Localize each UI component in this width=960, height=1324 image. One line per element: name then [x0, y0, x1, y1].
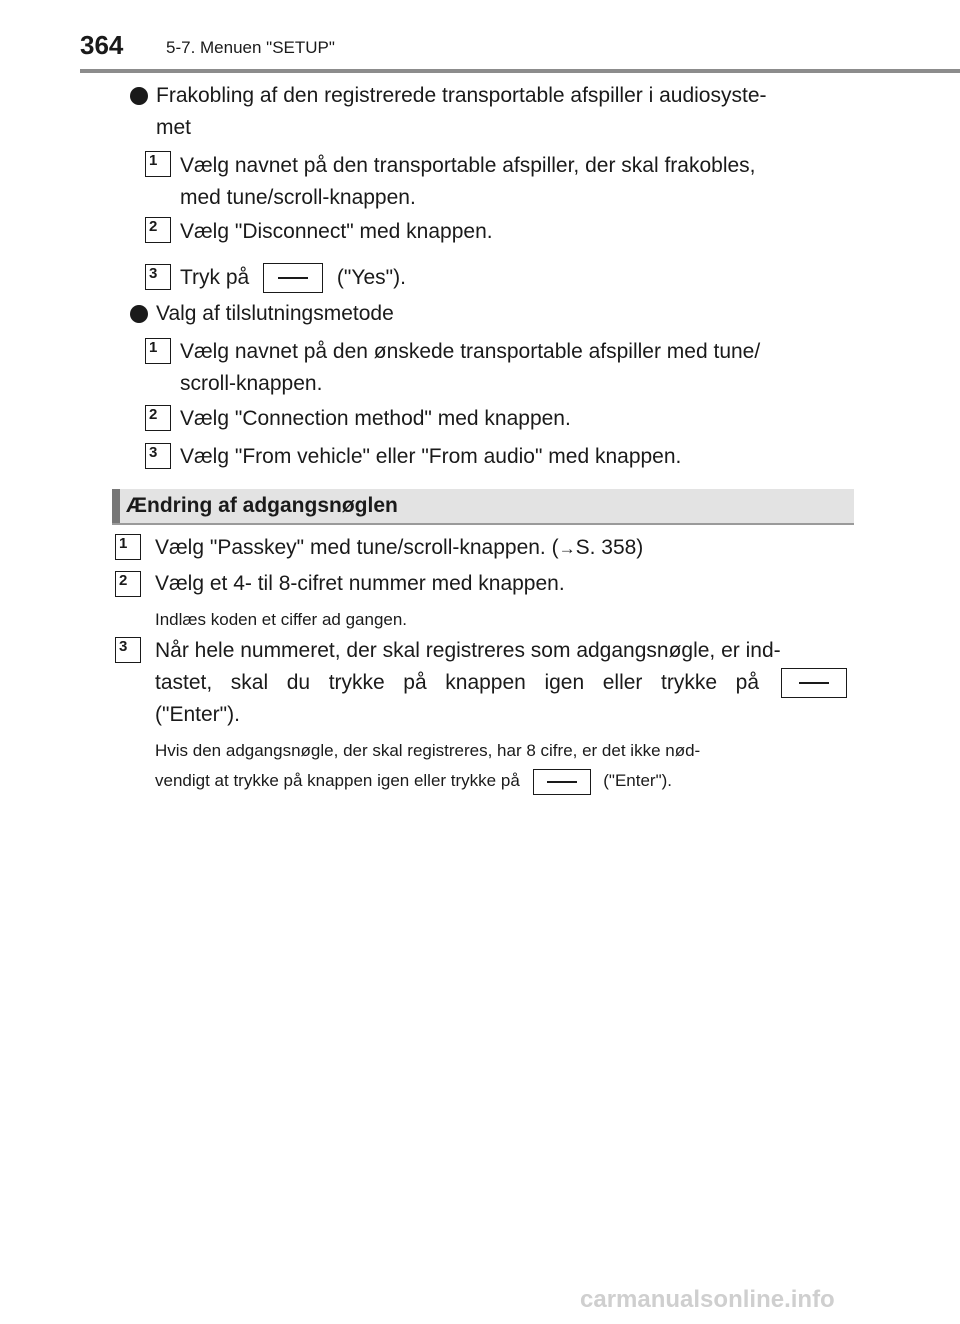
section-heading-bar	[112, 489, 854, 525]
step-note-before: vendigt at trykke på knappen igen eller trykke på	[155, 771, 520, 790]
bullet-icon	[130, 87, 148, 105]
bullet-heading: Valg af tilslutningsmetode	[156, 302, 394, 325]
chapter-title: 5-7. Menuen "SETUP"	[166, 38, 335, 57]
step-number-box: 2	[115, 571, 141, 597]
step-number-box: 3	[145, 443, 171, 469]
step-number-box: 1	[115, 534, 141, 560]
header-divider	[80, 69, 960, 73]
step-text: ("Enter").	[155, 703, 240, 726]
step-text	[180, 262, 854, 294]
step-text: scroll-knappen.	[180, 372, 323, 395]
yes-key-icon	[263, 263, 323, 293]
step-text: Vælg "Disconnect" med knappen.	[180, 220, 493, 243]
bullet-connection	[130, 298, 890, 332]
step-number-box: 3	[115, 637, 141, 663]
bullet-heading-line2: met	[156, 116, 192, 139]
step-text-before: Vælg "Passkey" med tune/scroll-knappen. (	[155, 536, 559, 559]
step-note-after: ("Enter").	[603, 771, 672, 790]
step-text: Vælg "From vehicle" eller "From audio" med knappen.	[180, 445, 682, 468]
section-title: Ændring af adgangsnøglen	[126, 494, 398, 517]
step-number-box: 2	[145, 217, 171, 243]
step-number-box: 1	[145, 151, 171, 177]
footer-watermark: carmanualsonline.info	[580, 1286, 835, 1313]
step-note	[155, 765, 854, 797]
step-number-box: 3	[145, 264, 171, 290]
step-number-box: 2	[145, 405, 171, 431]
step-note: Hvis den adgangsnøgle, der skal registreres, har 8 cifre, er det ikke nød-	[155, 741, 701, 760]
step-text: Vælg navnet på den ønskede transportable afspiller med tune/	[180, 340, 761, 363]
page-reference-link[interactable]: S. 358)	[575, 536, 644, 559]
step-text: Vælg et 4- til 8-cifret nummer med knappen.	[155, 572, 565, 595]
step-text-line2: tastet, skal du trykke på knappen igen eller trykke på	[155, 671, 759, 694]
arrow-right-icon: →	[558, 539, 576, 558]
step-text	[155, 667, 854, 699]
bullet-disconnect	[130, 80, 890, 150]
section-accent	[112, 489, 120, 525]
bullet-icon	[130, 305, 148, 323]
section-underline	[112, 523, 854, 525]
step-text: Vælg "Connection method" med knappen.	[180, 407, 571, 430]
enter-key-icon	[781, 668, 847, 698]
step-text-before: Tryk på	[180, 266, 250, 289]
bullet-heading-line1: Frakobling af den registrerede transportable afspiller i audiosyste-	[156, 84, 767, 107]
page-number: 364	[80, 30, 124, 60]
step-text: Når hele nummeret, der skal registreres som adgangsnøgle, er ind-	[155, 639, 781, 662]
step-text-after: ("Yes").	[336, 266, 406, 289]
step-number-box: 1	[145, 338, 171, 364]
step-text: med tune/scroll-knappen.	[180, 186, 416, 209]
enter-key-icon	[533, 769, 591, 795]
step-note: Indlæs koden et ciffer ad gangen.	[155, 610, 408, 629]
step-text	[155, 532, 854, 565]
step-text: Vælg navnet på den transportable afspiller, der skal frakobles,	[180, 154, 756, 177]
